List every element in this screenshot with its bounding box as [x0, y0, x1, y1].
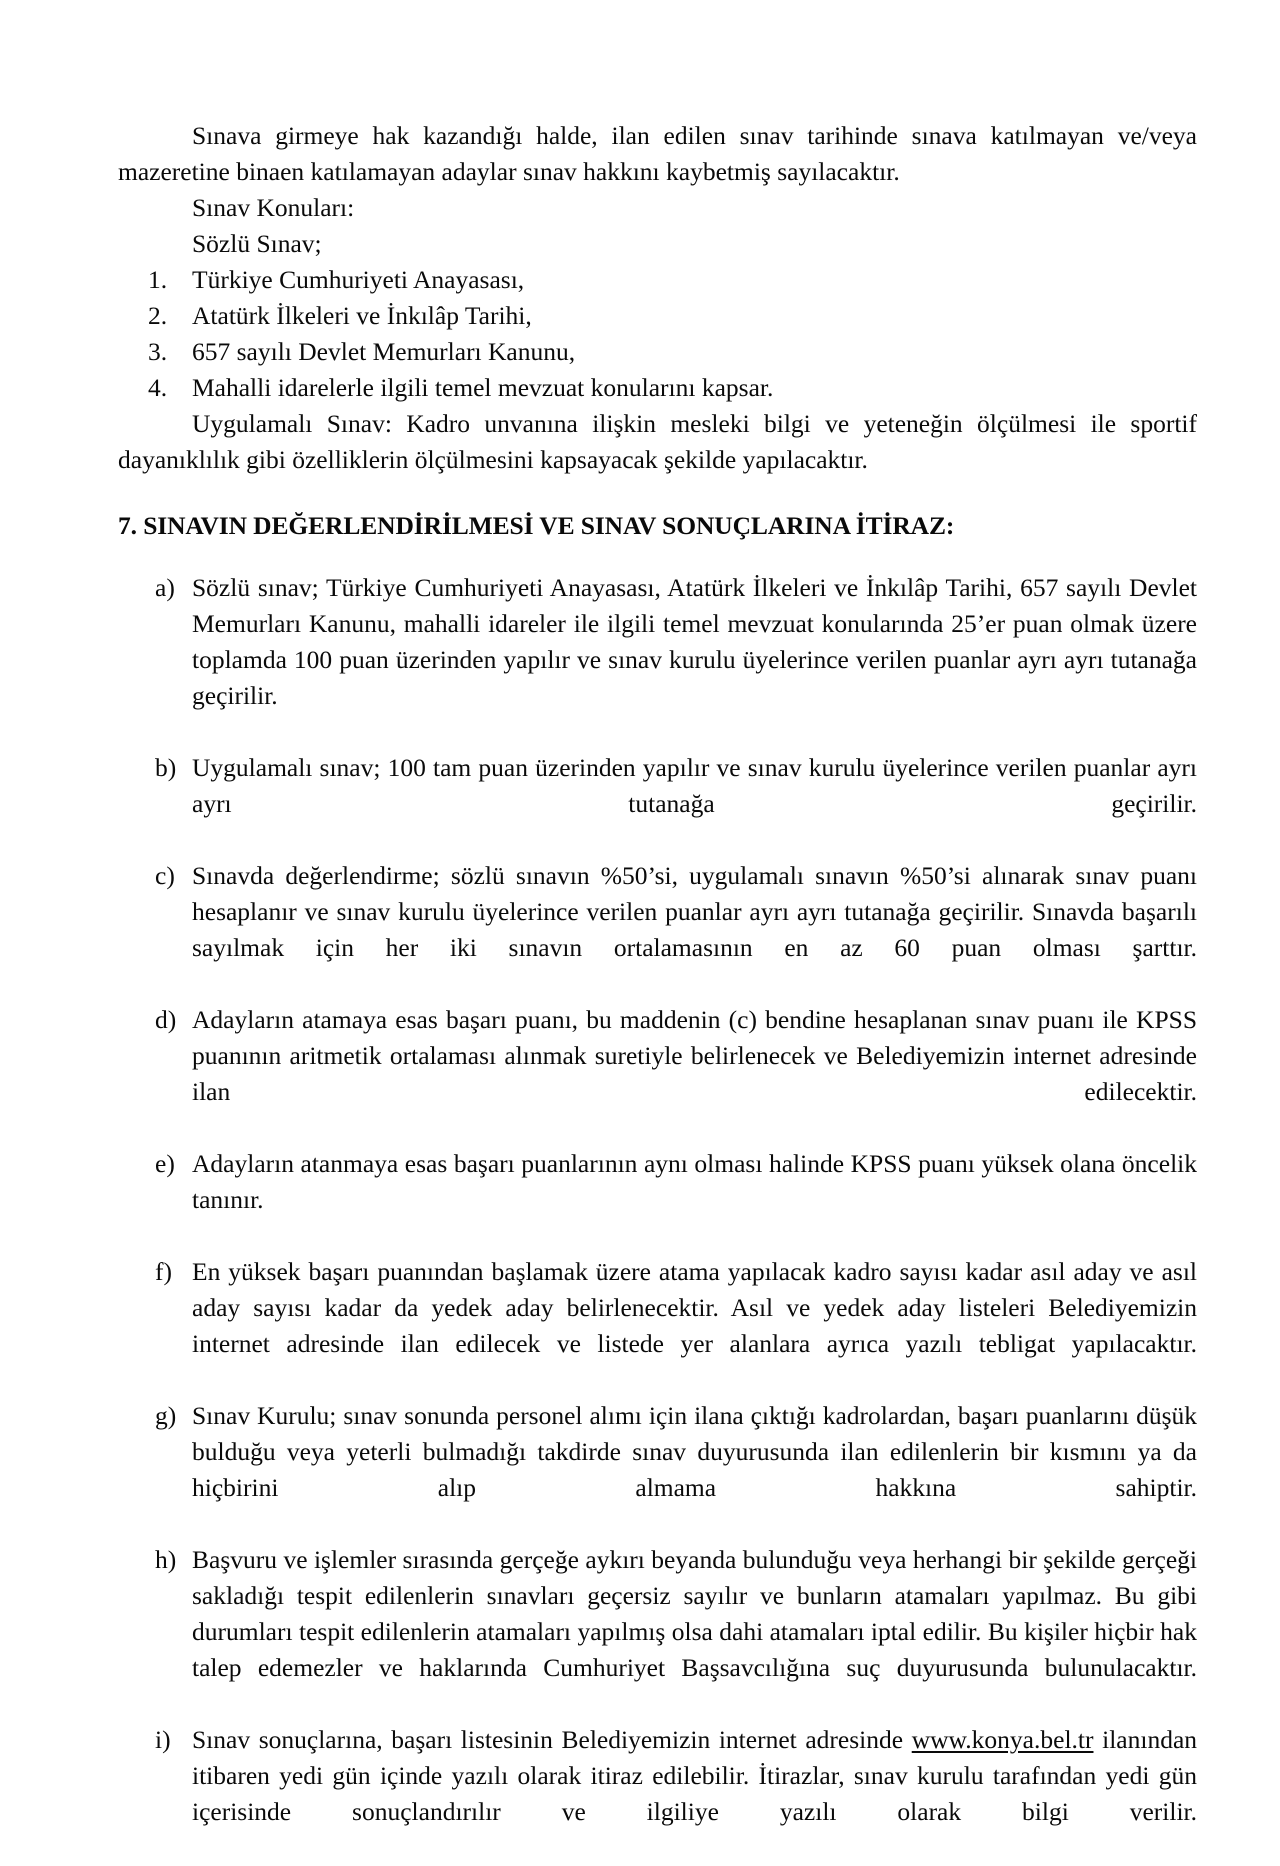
list-item-appeal: [118, 1722, 1197, 1866]
list-item-text: Türkiye Cumhuriyeti Anayasası,: [192, 265, 525, 294]
list-marker: a): [155, 573, 175, 602]
list-marker: 2.: [148, 301, 168, 330]
list-item: [118, 1542, 1197, 1722]
list-item-text: Sözlü sınav; Türkiye Cumhuriyeti Anayasası, Atatürk İlkeleri ve İnkılâp Tarihi, 657 sayılı Devlet Memurları Kanunu, mahalli idareler ile ilgili temel mevzuat konularında 25’er puan olmak üzere toplamda 100 puan üzerinden yapılır ve sınav kurulu üyelerince verilen puanlar ayrı ayrı tutanağa geçirilir.: [192, 573, 1197, 710]
list-marker: 1.: [148, 265, 168, 294]
list-item: [118, 1146, 1197, 1254]
list-item-text: Atatürk İlkeleri ve İnkılâp Tarihi,: [192, 301, 532, 330]
intro-paragraph: Sınava girmeye hak kazandığı halde, ilan edilen sınav tarihinde sınava katılmayan ve/veya mazeretine binaen katılamayan adaylar sınav hakkını kaybetmiş sayılacaktır.: [118, 121, 1197, 186]
list-item: [118, 334, 1197, 370]
list-item-text: Sınav Kurulu; sınav sonunda personel alımı için ilana çıktığı kadrolardan, başarı puanlarını düşük bulduğu veya yeterli bulmadığı takdirde sınav duyurusunda ilan edilenlerin bir kısmını ya da hiçbirini alıp almama hakkına sahiptir.: [192, 1401, 1197, 1502]
section-heading: 7. SINAVIN DEĞERLENDİRİLMESİ VE SINAV SONUÇLARINA İTİRAZ:: [118, 511, 955, 540]
evaluation-clause-list: [118, 570, 1197, 1866]
applied-exam-paragraph: Uygulamalı Sınav: Kadro unvanına ilişkin mesleki bilgi ve yeteneğin ölçülmesi ile sportif dayanıklılık gibi özelliklerin ölçülmesini kapsayacak şekilde yapılacaktır.: [118, 409, 1197, 474]
list-item-text: [192, 1722, 1197, 1866]
spacer: [118, 544, 1197, 570]
oral-exam-label: Sözlü Sınav;: [192, 229, 322, 258]
list-item-text: Adayların atanmaya esas başarı puanlarının aynı olması halinde KPSS puanı yüksek olana öncelik tanınır.: [192, 1149, 1197, 1214]
list-item: [118, 1254, 1197, 1398]
list-item-text: 657 sayılı Devlet Memurları Kanunu,: [192, 337, 576, 366]
list-item-text: En yüksek başarı puanından başlamak üzere atama yapılacak kadro sayısı kadar asıl aday ve asıl aday sayısı kadar da yedek aday belirlenecektir. Asıl ve yedek aday listeleri Belediyemizin internet adresinde ilan edilecek ve listede yer alanlara ayrıca yazılı tebligat yapılacaktır.: [192, 1257, 1197, 1358]
list-item: [118, 1398, 1197, 1542]
appeal-text-before-url: Sınav sonuçlarına, başarı listesinin Belediyemizin internet adresinde: [192, 1725, 912, 1754]
list-item: [118, 370, 1197, 406]
appeal-text-after-url: ilanından itibaren yedi gün içinde yazılı olarak itiraz edilebilir. İtirazlar, sınav kurulu tarafından yedi gün içerisinde sonuçlandırılır ve ilgiliye yazılı olarak bilgi verilir.: [192, 1725, 1198, 1826]
list-marker: 3.: [148, 337, 168, 366]
document-body: [118, 118, 1197, 1866]
spacer: [118, 478, 1197, 508]
list-item-text: Uygulamalı sınav; 100 tam puan üzerinden yapılır ve sınav kurulu üyelerince verilen puanlar ayrı ayrı tutanağa geçirilir.: [192, 753, 1197, 818]
list-marker: c): [155, 861, 175, 890]
exam-subjects-list: [118, 262, 1197, 406]
exam-subjects-label: Sınav Konuları:: [192, 193, 355, 222]
list-item-text: Mahalli idarelerle ilgili temel mevzuat konularını kapsar.: [192, 373, 774, 402]
list-item: [118, 262, 1197, 298]
list-marker: 4.: [148, 373, 168, 402]
konya-belediyesi-url[interactable]: www.konya.bel.tr: [911, 1725, 1094, 1754]
list-item: [118, 858, 1197, 1002]
list-marker: f): [155, 1257, 172, 1286]
list-marker: e): [155, 1149, 175, 1178]
list-marker: h): [155, 1545, 177, 1574]
list-marker: g): [155, 1401, 177, 1430]
list-item: [118, 1002, 1197, 1146]
list-item: [118, 570, 1197, 750]
list-marker: b): [155, 753, 177, 782]
list-item: [118, 298, 1197, 334]
list-item-text: Sınavda değerlendirme; sözlü sınavın %50’si, uygulamalı sınavın %50’si alınarak sınav puanı hesaplanır ve sınav kurulu üyelerince verilen puanlar ayrı ayrı tutanağa geçirilir. Sınavda başarılı sayılmak için her iki sınavın ortalamasının en az 60 puan olması şarttır.: [192, 861, 1197, 962]
list-item: [118, 750, 1197, 858]
list-item-text: Adayların atamaya esas başarı puanı, bu maddenin (c) bendine hesaplanan sınav puanı ile KPSS puanının aritmetik ortalaması alınmak suretiyle belirlenecek ve Belediyemizin internet adresinde ilan edilecektir.: [192, 1005, 1197, 1106]
list-marker: d): [155, 1005, 177, 1034]
list-item-text: Başvuru ve işlemler sırasında gerçeğe aykırı beyanda bulunduğu veya herhangi bir şekilde gerçeği sakladığı tespit edilenlerin sınavları geçersiz sayılır ve bunların atamaları yapılmaz. Bu gibi durumları tespit edilenlerin atamaları yapılmış olsa dahi atamaları iptal edilir. Bu kişiler hiçbir hak talep edemezler ve haklarında Cumhuriyet Başsavcılığına suç duyurusunda bulunulacaktır.: [192, 1545, 1197, 1682]
list-marker: i): [155, 1725, 171, 1754]
